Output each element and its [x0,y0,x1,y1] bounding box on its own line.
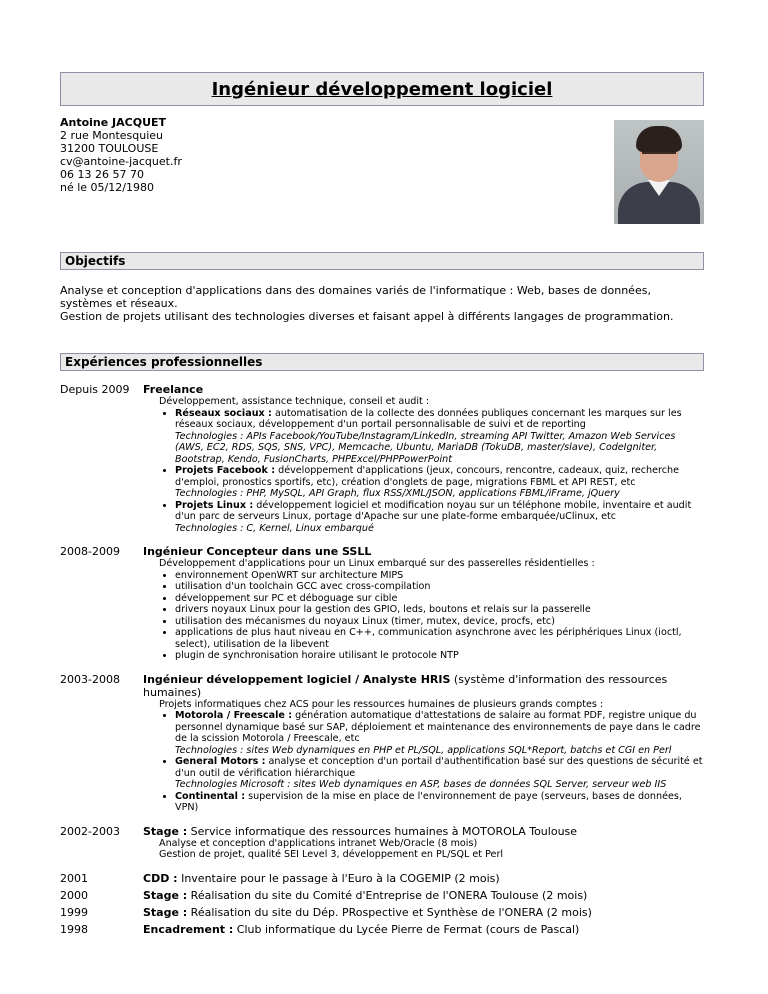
list-item: • environnement OpenWRT sur architecture MIPS [175,570,704,582]
experience-cdd: 2001 CDD : Inventaire pour le passage à l'Euro à la COGEMIP (2 mois) [60,871,500,885]
experience-year: Depuis 2009 [60,383,130,396]
experience-role-extra: (système d'information des ressources humaines) [143,672,668,699]
list-item: • Projets Linux : développement logiciel et modification noyau sur un téléphone mobile, inventaire et audit d'un parc de serveurs Linux, portage d'Apache sur une plate-forme embarquée/uClinux, etc Technologies : C, Kernel, Linux embarqué [175,500,704,535]
contact-city: 31200 TOULOUSE [60,142,159,155]
experience-desc: Développement d'applications pour un Linux embarqué sur des passerelles résidentielles : [159,558,595,569]
list-item: • Réseaux sociaux : automatisation de la collecte des données publiques concernant les marques sur les réseaux sociaux, développement d'un portail personnalisable de suivi et de reporting Technologies : APIs Facebook/YouTube/Instagram/LinkedIn, streaming API Twitter, Amazon Web Services (AWS, EC2, RDS, SQS, SNS, VPC), Memcache, Ubuntu, MariaDB (TokuDB, master/slave), CodeIgniter, Bootstrap, Kendo, FusionCharts, PHPExcel/PHPPowerPoint [175,408,704,466]
list-item: • General Motors : analyse et conception d'un portail d'authentification basé sur des questions de sécurité et d'un outil de vérification hiérarchique Technologies Microsoft : sites Web dynamiques en ASP, bases de données SQL Server, serveur web IIS [175,756,704,791]
title-box [60,72,704,106]
experience-desc: Développement, assistance technique, conseil et audit : [159,396,430,407]
list-item: • utilisation des mécanismes du noyaux Linux (timer, mutex, device, procfs, etc) [175,616,704,628]
experience-year: 2003-2008 [60,672,120,686]
experience-year: 2002-2003 [60,824,120,838]
list-item: • Continental : supervision de la mise en place de l'environnement de paye (serveurs, bases de données, VPN) [175,791,704,814]
experiences-list [60,383,704,936]
experience-encadrement: 1998 Encadrement : Club informatique du Lycée Pierre de Fermat (cours de Pascal) [60,922,580,936]
contact-name: Antoine JACQUET [60,116,167,129]
contact-email[interactable]: cv@antoine-jacquet.fr [60,155,182,168]
ssll-items [143,570,704,662]
experience-ssll [60,545,704,662]
experience-role: Ingénieur Concepteur dans une SSLL [143,545,372,558]
contact-birth: né le 05/12/1980 [60,181,154,194]
list-item: • Projets Facebook : développement d'applications (jeux, concours, rencontre, cadeaux, quiz, recherche d'emploi, pronostics sportifs, etc), création d'onglets de page, migrations FBML et API REST, etc Technologies : PHP, MySQL, API Graph, flux RSS/XML/JSON, applications FBML/iFrame, jQuery [175,465,704,500]
experience-stage-onera: 1999 Stage : Réalisation du site du Dép. PRospective et Synthèse de l'ONERA (2 mois) [60,905,592,919]
experience-desc: Gestion de projet, qualité SEI Level 3, développement en PL/SQL et Perl [159,849,504,860]
experience-stage-motorola: 2002-2003 Stage : Service informatique des ressources humaines à MOTOROLA Toulouse Analyse et conception d'applications intranet Web/Oracle (8 mois) Gestion de projet, qualité SEI Level 3, développement en PL/SQL et Perl [60,825,704,861]
experience-desc: Projets informatiques chez ACS pour les ressources humaines de plusieurs grands comptes : [159,698,604,710]
experience-hris [60,673,704,814]
experience-desc: Analyse et conception d'applications intranet Web/Oracle (8 mois) [159,837,478,849]
contact-block [60,116,704,226]
profile-photo [614,120,704,224]
experiences-heading: Expériences professionnelles [60,353,704,371]
objectives-line-1: Analyse et conception d'applications dans des domaines variés de l'informatique : Web, bases de données, systèmes et réseaux. [60,284,651,310]
experience-freelance [60,383,704,534]
list-item: • drivers noyaux Linux pour la gestion des GPIO, leds, boutons et relais sur la passerelle [175,604,704,616]
resume-page [60,72,704,940]
experience-role: Freelance [143,383,204,396]
list-item: • applications de plus haut niveau en C++, communication asynchrone avec les périphériques Linux (ioctl, select), utilisation de la libevent [175,627,704,650]
objectives-heading: Objectifs [60,252,704,270]
list-item: • utilisation d'un toolchain GCC avec cross-compilation [175,581,704,593]
experience-stage-ce: 2000 Stage : Réalisation du site du Comité d'Entreprise de l'ONERA Toulouse (2 mois) [60,888,588,902]
contact-street: 2 rue Montesquieu [60,129,164,142]
freelance-items [143,408,704,535]
list-item: • développement sur PC et déboguage sur cible [175,593,704,605]
objectives-text [60,284,704,323]
hris-items [143,710,704,814]
experience-year: 2000 [60,888,88,902]
list-item: • Motorola / Freescale : génération automatique d'attestations de salaire au format PDF, registre unique du personnel dynamique basé sur SAP, déploiement et maintenance des environnements de paye dans le cadre de la scission Motorola / Freescale, etc Technologies : sites Web dynamiques en PHP et PL/SQL, applications SQL*Report, batchs et CGI en Perl [175,710,704,756]
experience-year: 1999 [60,905,88,919]
list-item: • plugin de synchronisation horaire utilisant le protocole NTP [175,650,704,662]
experience-year: 1998 [60,922,88,936]
objectives-line-2: Gestion de projets utilisant des technologies diverses et faisant appel à différents langages de programmation. [60,310,674,323]
experience-role: Ingénieur développement logiciel / Analyste HRIS [143,672,451,686]
experience-year: 2001 [60,871,88,885]
contact-phone: 06 13 26 57 70 [60,168,144,181]
experience-year: 2008-2009 [60,545,120,558]
page-title: Ingénieur développement logiciel [211,78,553,100]
